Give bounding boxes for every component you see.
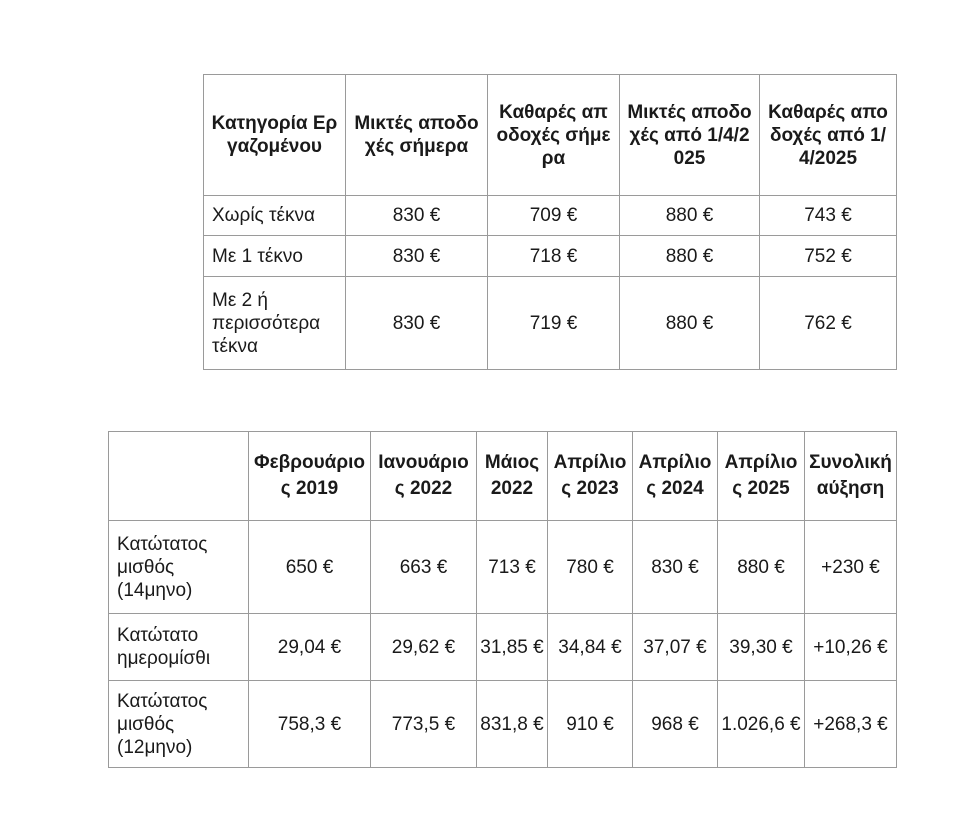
table-cell: 1.026,6 €: [718, 681, 805, 768]
header-empty: [109, 432, 249, 521]
header-gross-from-april-2025: Μικτές αποδοχές από 1/4/2025: [620, 75, 760, 196]
table-cell: 752 €: [760, 236, 897, 277]
table-cell: 743 €: [760, 196, 897, 236]
table-cell: 831,8 €: [477, 681, 548, 768]
table-cell: 663 €: [371, 521, 477, 614]
row-label: Με 2 ή περισσότερα τέκνα: [204, 277, 346, 370]
table-cell: 29,04 €: [249, 614, 371, 681]
header-net-today: Καθαρές αποδοχές σήμερα: [488, 75, 620, 196]
net-salary-table: [203, 74, 897, 370]
table-cell: 830 €: [346, 277, 488, 370]
table-cell: 34,84 €: [548, 614, 633, 681]
header-april-2025: Απρίλιος 2025: [718, 432, 805, 521]
header-february-2019: Φεβρουάριος 2019: [249, 432, 371, 521]
table-row: [109, 614, 897, 681]
header-april-2024: Απρίλιος 2024: [633, 432, 718, 521]
row-label: Χωρίς τέκνα: [204, 196, 346, 236]
table-cell: 910 €: [548, 681, 633, 768]
table-cell: 718 €: [488, 236, 620, 277]
header-total-increase: Συνολική αύξηση: [805, 432, 897, 521]
row-label: Με 1 τέκνο: [204, 236, 346, 277]
table-row: [109, 681, 897, 768]
table-header-row: [109, 432, 897, 521]
header-may-2022: Μάιος 2022: [477, 432, 548, 521]
table-row: [204, 277, 897, 370]
table-cell: 773,5 €: [371, 681, 477, 768]
header-april-2023: Απρίλιος 2023: [548, 432, 633, 521]
minimum-wage-history-table: [108, 431, 897, 768]
row-label: Κατώτατος μισθός (14μηνο): [109, 521, 249, 614]
header-gross-today: Μικτές αποδοχές σήμερα: [346, 75, 488, 196]
table-row: [204, 196, 897, 236]
row-label: Κατώτατος μισθός (12μηνο): [109, 681, 249, 768]
table-cell: 713 €: [477, 521, 548, 614]
table-cell: 880 €: [620, 277, 760, 370]
header-employee-category: Κατηγορία Εργαζομένου: [204, 75, 346, 196]
table-cell: +268,3 €: [805, 681, 897, 768]
table-cell: 830 €: [346, 236, 488, 277]
table-header-row: [204, 75, 897, 196]
table-cell: 758,3 €: [249, 681, 371, 768]
table-row: [204, 236, 897, 277]
table-cell: 37,07 €: [633, 614, 718, 681]
table-cell: +10,26 €: [805, 614, 897, 681]
table-cell: 830 €: [633, 521, 718, 614]
table-cell: 29,62 €: [371, 614, 477, 681]
table-cell: 968 €: [633, 681, 718, 768]
table-cell: 762 €: [760, 277, 897, 370]
row-label: Κατώτατο ημερομίσθι: [109, 614, 249, 681]
header-january-2022: Ιανουάριος 2022: [371, 432, 477, 521]
table-cell: 31,85 €: [477, 614, 548, 681]
table-cell: 709 €: [488, 196, 620, 236]
table-cell: 880 €: [620, 236, 760, 277]
table-cell: 780 €: [548, 521, 633, 614]
table-cell: 880 €: [718, 521, 805, 614]
table-cell: +230 €: [805, 521, 897, 614]
table-cell: 719 €: [488, 277, 620, 370]
table-row: [109, 521, 897, 614]
table-cell: 650 €: [249, 521, 371, 614]
header-net-from-april-2025: Καθαρές αποδοχές από 1/4/2025: [760, 75, 897, 196]
table-cell: 830 €: [346, 196, 488, 236]
table-cell: 39,30 €: [718, 614, 805, 681]
table-cell: 880 €: [620, 196, 760, 236]
